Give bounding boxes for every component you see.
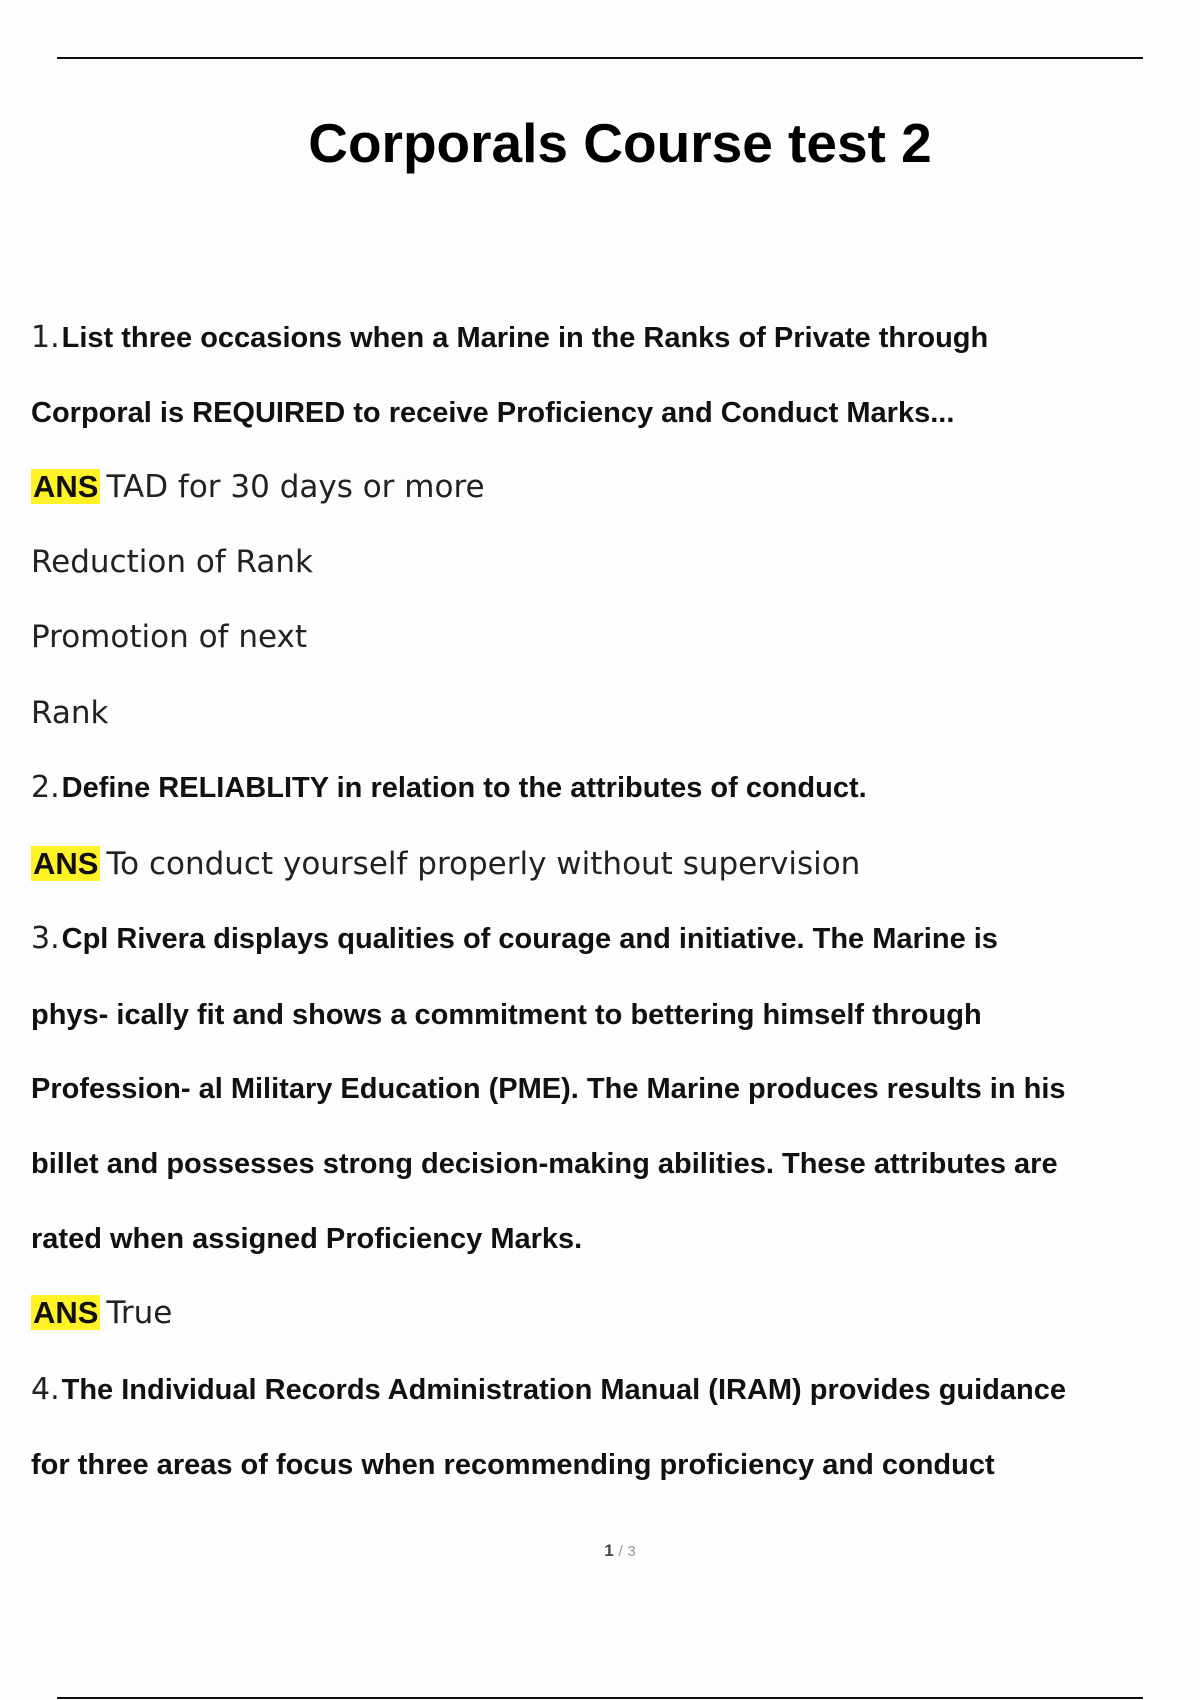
page-indicator [0, 1541, 1200, 1561]
answer-text: True [106, 1295, 173, 1331]
document-title: Corporals Course test 2 [308, 112, 932, 174]
question-number: 2. [31, 770, 60, 805]
bottom-rule [57, 1697, 1143, 1699]
answer-tag-highlight: ANS [33, 1295, 99, 1330]
question-4-line-2: for three areas of focus when recommending proficiency and conduct [31, 1449, 995, 1481]
page-separator: / [618, 1543, 623, 1560]
question-2-line-1 [31, 766, 867, 810]
question-1-line-1 [31, 316, 988, 360]
answer-1-line-3: Promotion of next [31, 619, 307, 655]
current-page: 1 [604, 1541, 614, 1560]
answer-1-line-1 [31, 465, 485, 509]
question-3-line-4: billet and possesses strong decision-making abilities. These attributes are [31, 1148, 1058, 1180]
answer-3-line-1 [31, 1291, 172, 1335]
answer-2-line-1 [31, 842, 860, 886]
answer-1-line-2: Reduction of Rank [31, 544, 314, 580]
question-1-line-2: Corporal is REQUIRED to receive Proficiency and Conduct Marks... [31, 397, 955, 429]
question-number: 1. [31, 320, 60, 355]
question-3-line-2: phys- ically fit and shows a commitment to bettering himself through [31, 999, 982, 1031]
question-number: 4. [31, 1372, 60, 1407]
top-rule [57, 57, 1143, 59]
question-text: Define RELIABLITY in relation to the attributes of conduct. [61, 772, 867, 804]
answer-tag-highlight: ANS [33, 469, 99, 504]
answer-text: TAD for 30 days or more [106, 469, 485, 505]
total-pages: 3 [627, 1543, 636, 1560]
question-4-line-1 [31, 1368, 1066, 1412]
question-text: Cpl Rivera displays qualities of courage and initiative. The Marine is [61, 923, 998, 955]
answer-text: To conduct yourself properly without supervision [106, 846, 861, 882]
answer-tag-highlight: ANS [33, 846, 99, 881]
question-3-line-5: rated when assigned Proficiency Marks. [31, 1223, 583, 1255]
question-text: The Individual Records Administration Manual (IRAM) provides guidance [61, 1374, 1066, 1406]
answer-1-line-4: Rank [31, 695, 109, 731]
question-3-line-1 [31, 917, 998, 961]
question-3-line-3: Profession- al Military Education (PME). The Marine produces results in his [31, 1073, 1066, 1105]
question-text: List three occasions when a Marine in the Ranks of Private through [61, 322, 989, 354]
question-number: 3. [31, 921, 60, 956]
